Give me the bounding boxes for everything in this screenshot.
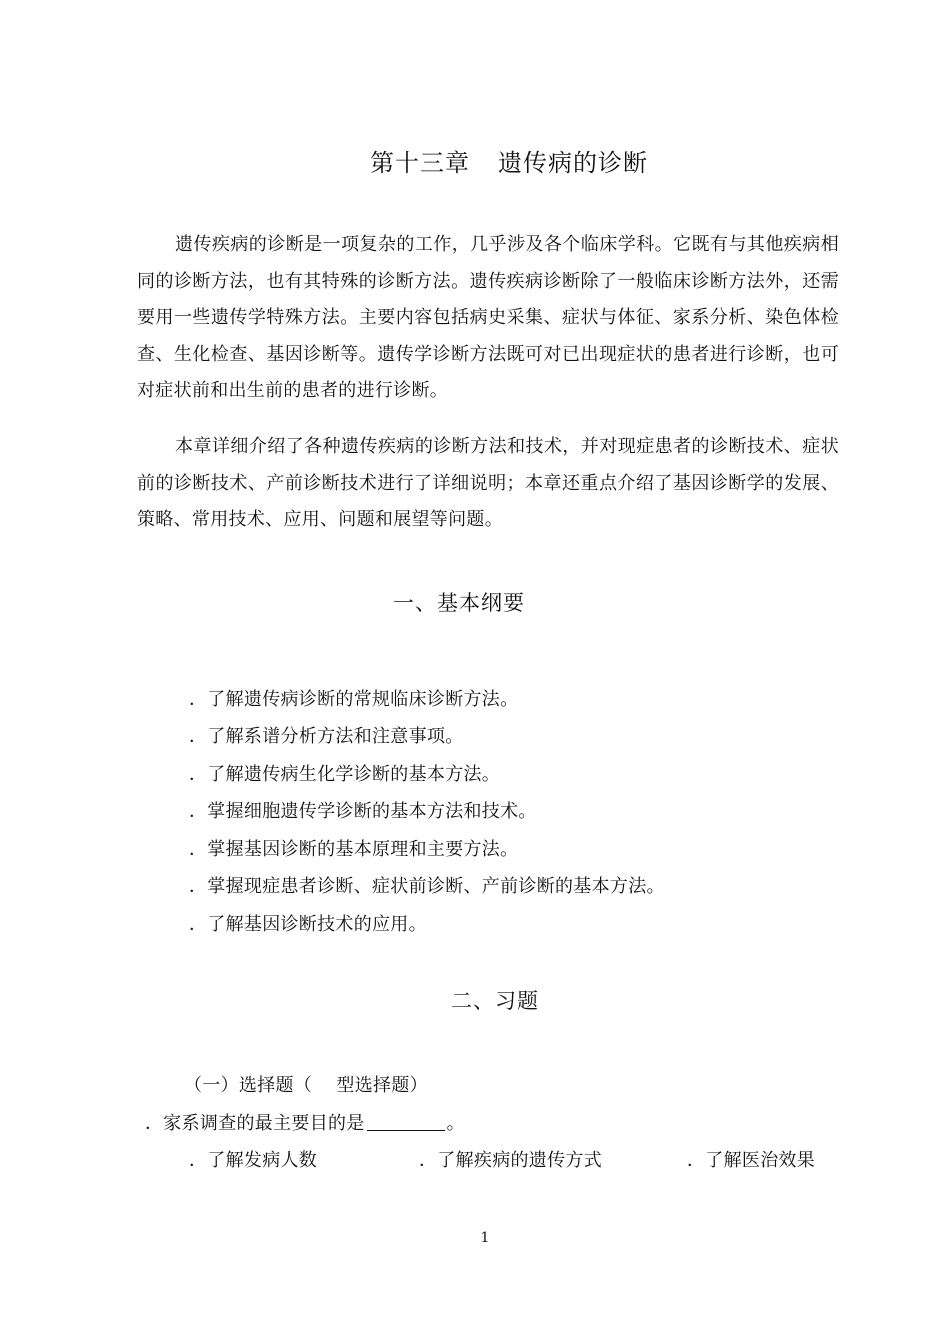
question-stem [145,1109,465,1135]
outline-item: ．掌握基因诊断的基本原理和主要方法。 [189,839,519,860]
intro-paragraph-1: 遗传疾病的诊断是一项复杂的工作，几乎涉及各个临床学科。它既有与其他疾病相同的诊断方法，也有其特殊的诊断方法。遗传疾病诊断除了一般临床诊断方法外，还需要用一些遗传学特殊方法。主要内容包括病史采集、症状与体征、家系分析、染色体检查、生化检查、基因诊断等。遗传学诊断方法既可对已出现症状的患者进行诊断，也可对症状前和出生前的患者的进行诊断。 [137,234,839,401]
option-c: ．了解医治效果 [687,1150,816,1171]
outline-item: ．了解遗传病生化学诊断的基本方法。 [189,764,501,785]
answer-blank [367,1112,445,1131]
outline-item: ．掌握细胞遗传学诊断的基本方法和技术。 [189,801,537,822]
question-stem-text: ．家系调查的最主要目的是 [145,1113,365,1134]
outline-item: ．了解基因诊断技术的应用。 [189,914,427,935]
chapter-number: 第十三章 [370,149,470,177]
outline-heading: 一、基本纲要 [393,591,525,615]
outline-item: ．掌握现症患者诊断、症状前诊断、产前诊断的基本方法。 [189,876,665,897]
question-stem-end: 。 [446,1113,465,1134]
intro-paragraph-2: 本章详细介绍了各种遗传疾病的诊断方法和技术，并对现症患者的诊断技术、症状前的诊断技术、产前诊断技术进行了详细说明；本章还重点介绍了基因诊断学的发展、策略、常用技术、应用、问题和展望等问题。 [137,436,839,530]
outline-item: ．了解遗传病诊断的常规临床诊断方法。 [189,689,519,710]
page-number: 1 [480,1230,490,1246]
chapter-name: 遗传病的诊断 [498,149,648,177]
option-a: ．了解发病人数 [189,1150,318,1171]
exercises-heading: 二、习题 [451,989,539,1013]
outline-item: ．了解系谱分析方法和注意事项。 [189,726,464,747]
option-b: ．了解疾病的遗传方式 [419,1150,602,1171]
chapter-title [0,143,950,178]
exercise-subheading: （一）选择题（ 型选择题） [184,1075,428,1096]
